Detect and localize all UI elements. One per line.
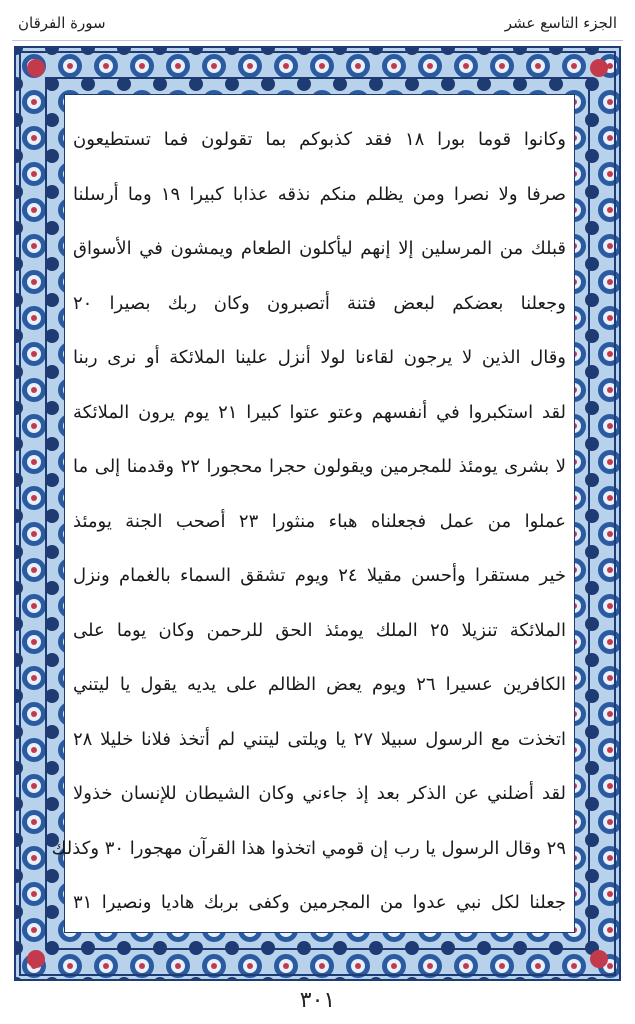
verse-line: جعلنا لكل نبي عدوا من المجرمين وكفى بربك هاديا ونصيرا ٣١ xyxy=(73,892,566,913)
ornamental-frame xyxy=(14,46,621,981)
verse-line: خير مستقرا وأحسن مقيلا ٢٤ ويوم تشقق السماء بالغمام ونزل xyxy=(73,565,567,586)
header-divider xyxy=(12,40,623,41)
page-number: ٣٠١ xyxy=(299,988,336,1013)
verse-line: الملائكة تنزيلا ٢٥ الملك يومئذ الحق للرحمن وكان يوما على xyxy=(73,619,566,641)
verse-lines xyxy=(51,113,567,922)
verse-panel xyxy=(51,94,575,933)
verse-line: لقد أضلني عن الذكر بعد إذ جاءني وكان الشيطان للإنسان خذولا xyxy=(73,783,566,804)
verse-line: وجعلنا بعضكم لبعض فتنة أتصبرون وكان ربك بصيرا ٢٠ xyxy=(73,292,566,314)
verse-line: قبلك من المرسلين إلا إنهم ليأكلون الطعام ويمشون في الأسواق xyxy=(73,238,566,259)
verse-line: لا بشرى يومئذ للمجرمين ويقولون حجرا محجورا ٢٢ وقدمنا إلى ما xyxy=(73,456,566,477)
surah-title: سورة الفرقان xyxy=(18,14,106,32)
verse-line: اتخذت مع الرسول سبيلا ٢٧ يا ويلتى ليتني لم أتخذ فلانا خليلا ٢٨ xyxy=(73,728,566,750)
verse-line: عملوا من عمل فجعلناه هباء منثورا ٢٣ أصحب الجنة يومئذ xyxy=(73,510,566,532)
juz-title: الجزء التاسع عشر xyxy=(504,14,617,32)
verse-line: الكافرين عسيرا ٢٦ ويوم يعض الظالم على يديه يقول يا ليتني xyxy=(73,674,566,695)
verse-line: وقال الذين لا يرجون لقاءنا لولا أنزل علينا الملائكة أو نرى ربنا xyxy=(73,347,566,368)
verse-line: ٢٩ وقال الرسول يا رب إن قومي اتخذوا هذا القرآن مهجورا ٣٠ وكذلك xyxy=(51,837,566,859)
verse-line: وكانوا قوما بورا ١٨ فقد كذبوكم بما تقولون فما تستطيعون xyxy=(73,129,566,150)
verse-line: لقد استكبروا في أنفسهم وعتو عتوا كبيرا ٢١ يوم يرون الملائكة xyxy=(73,401,566,423)
verse-line: صرفا ولا نصرا ومن يظلم منكم نذقه عذابا كبيرا ١٩ وما أرسلنا xyxy=(73,183,566,205)
